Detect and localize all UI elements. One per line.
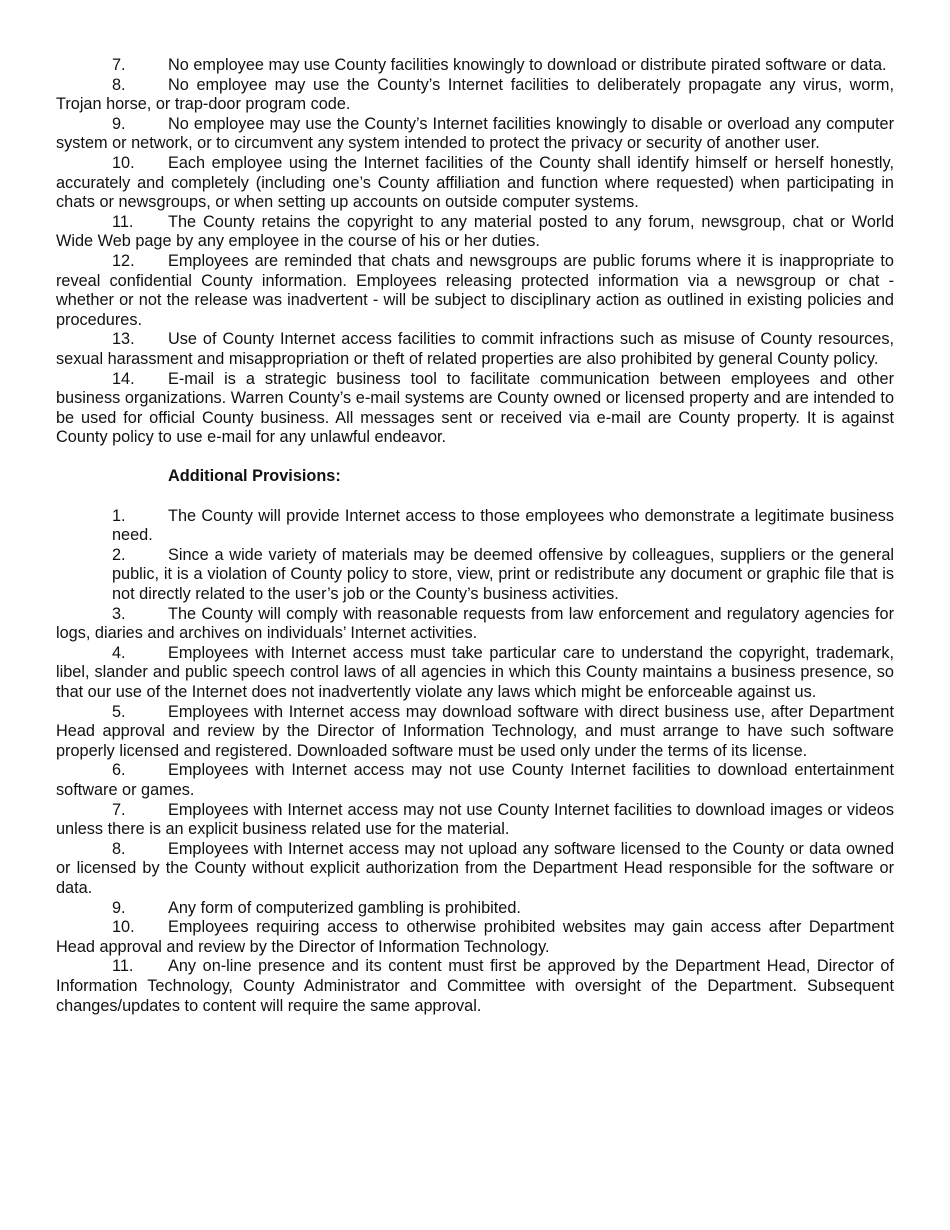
provision-item-11 xyxy=(56,957,894,1016)
section-additional-provisions xyxy=(56,507,894,1016)
item-number: 1. xyxy=(112,506,126,525)
item-text: Employees are reminded that chats and newsgroups are public forums where it is inappropriate to reveal confidential County information. Employees releasing protected information via a newsgroup or chat - whether or not the release was inadvertent - will be subject to disciplinary action as outlined in existing policies and procedures. xyxy=(56,251,894,329)
item-number: 4. xyxy=(112,643,126,662)
item-number: 13. xyxy=(112,330,135,349)
item-number: 7. xyxy=(112,800,126,819)
provision-item-10 xyxy=(56,918,894,957)
section-general-rules xyxy=(56,56,894,448)
section-heading: Additional Provisions: xyxy=(168,467,341,486)
policy-item-13 xyxy=(56,330,894,369)
item-number: 9. xyxy=(112,114,126,133)
item-text: No employee may use the County’s Internet facilities knowingly to disable or overload any computer system or network, or to circumvent any system intended to protect the privacy or security of another user. xyxy=(56,114,894,153)
item-number: 12. xyxy=(112,251,135,270)
policy-item-11 xyxy=(56,213,894,252)
provision-item-6 xyxy=(56,761,894,800)
item-number: 3. xyxy=(112,604,126,623)
item-number: 2. xyxy=(112,545,126,564)
item-text: The County will comply with reasonable requests from law enforcement and regulatory agencies for logs, diaries and archives on individuals’ Internet activities. xyxy=(56,604,894,643)
item-text: Employees with Internet access may not upload any software licensed to the County or data owned or licensed by the County without explicit authorization from the Department Head responsible for the software or data. xyxy=(56,839,894,897)
item-text: The County will provide Internet access to those employees who demonstrate a legitimate business need. xyxy=(112,506,894,545)
item-text: Employees with Internet access may download software with direct business use, after Department Head approval and review by the Director of Information Technology, and must arrange to have such software properly licensed and registered. Downloaded software must be used only under the terms of its license. xyxy=(56,702,894,760)
policy-item-9 xyxy=(56,115,894,154)
item-text: Any on-line presence and its content must first be approved by the Department Head, Director of Information Technology, County Administrator and Committee with oversight of the Department. Subsequent changes/updates to content will require the same approval. xyxy=(56,957,894,1015)
item-number: 8. xyxy=(112,839,126,858)
provision-item-2 xyxy=(56,546,894,605)
provision-item-4 xyxy=(56,644,894,703)
policy-item-10 xyxy=(56,154,894,213)
item-number: 11. xyxy=(112,957,134,976)
item-number: 8. xyxy=(112,75,126,94)
item-number: 9. xyxy=(112,898,126,917)
provision-item-8 xyxy=(56,840,894,899)
provision-item-7 xyxy=(56,801,894,840)
policy-item-12 xyxy=(56,252,894,330)
policy-item-7 xyxy=(56,56,894,76)
item-text: Any form of computerized gambling is prohibited. xyxy=(168,898,521,917)
item-text: Each employee using the Internet facilities of the County shall identify himself or herself honestly, accurately and completely (including one’s County affiliation and function where requested) when participating in chats or newsgroups, or when setting up accounts on outside computer systems. xyxy=(56,153,894,212)
item-text: The County retains the copyright to any material posted to any forum, newsgroup, chat or World Wide Web page by any employee in the course of his or her duties. xyxy=(56,212,894,251)
item-text: No employee may use County facilities knowingly to download or distribute pirated software or data. xyxy=(168,56,887,74)
item-text: Employees with Internet access may not use County Internet facilities to download images or videos unless there is an explicit business related use for the material. xyxy=(56,800,894,839)
provision-item-9 xyxy=(56,899,894,919)
provision-item-1 xyxy=(56,507,894,546)
item-number: 6. xyxy=(112,761,126,780)
policy-item-8 xyxy=(56,76,894,115)
item-number: 14. xyxy=(112,369,135,388)
item-text: E-mail is a strategic business tool to facilitate communication between employees and other business organizations. Warren County’s e-mail systems are County owned or licensed property and are intended to be used for official County business. All messages sent or received via e-mail are County property. It is against County policy to use e-mail for any unlawful endeavor. xyxy=(56,369,894,447)
item-text: Employees with Internet access must take particular care to understand the copyright, trademark, libel, slander and public speech control laws of all agencies in which this County maintains a business presence, so that our use of the Internet does not inadvertently violate any laws which might be enforceable against us. xyxy=(56,643,894,701)
provision-item-3 xyxy=(56,605,894,644)
item-number: 10. xyxy=(112,153,135,172)
item-text: Employees with Internet access may not use County Internet facilities to download entertainment software or games. xyxy=(56,761,894,799)
policy-item-14 xyxy=(56,370,894,448)
item-text: Employees requiring access to otherwise prohibited websites may gain access after Department Head approval and review by the Director of Information Technology. xyxy=(56,918,894,956)
provision-item-5 xyxy=(56,703,894,762)
item-number: 7. xyxy=(112,56,126,74)
item-number: 11. xyxy=(112,212,134,231)
item-text: No employee may use the County’s Internet facilities to deliberately propagate any virus, worm, Trojan horse, or trap-door program code. xyxy=(56,75,894,114)
item-number: 5. xyxy=(112,702,126,721)
item-text: Use of County Internet access facilities to commit infractions such as misuse of County resources, sexual harassment and misappropriation or theft of related properties are also prohibited by general County policy. xyxy=(56,330,894,368)
item-text: Since a wide variety of materials may be deemed offensive by colleagues, suppliers or the general public, it is a violation of County policy to store, view, print or redistribute any document or graphic file that is not directly related to the user’s job or the County’s business activities. xyxy=(112,545,894,604)
item-number: 10. xyxy=(112,918,135,937)
